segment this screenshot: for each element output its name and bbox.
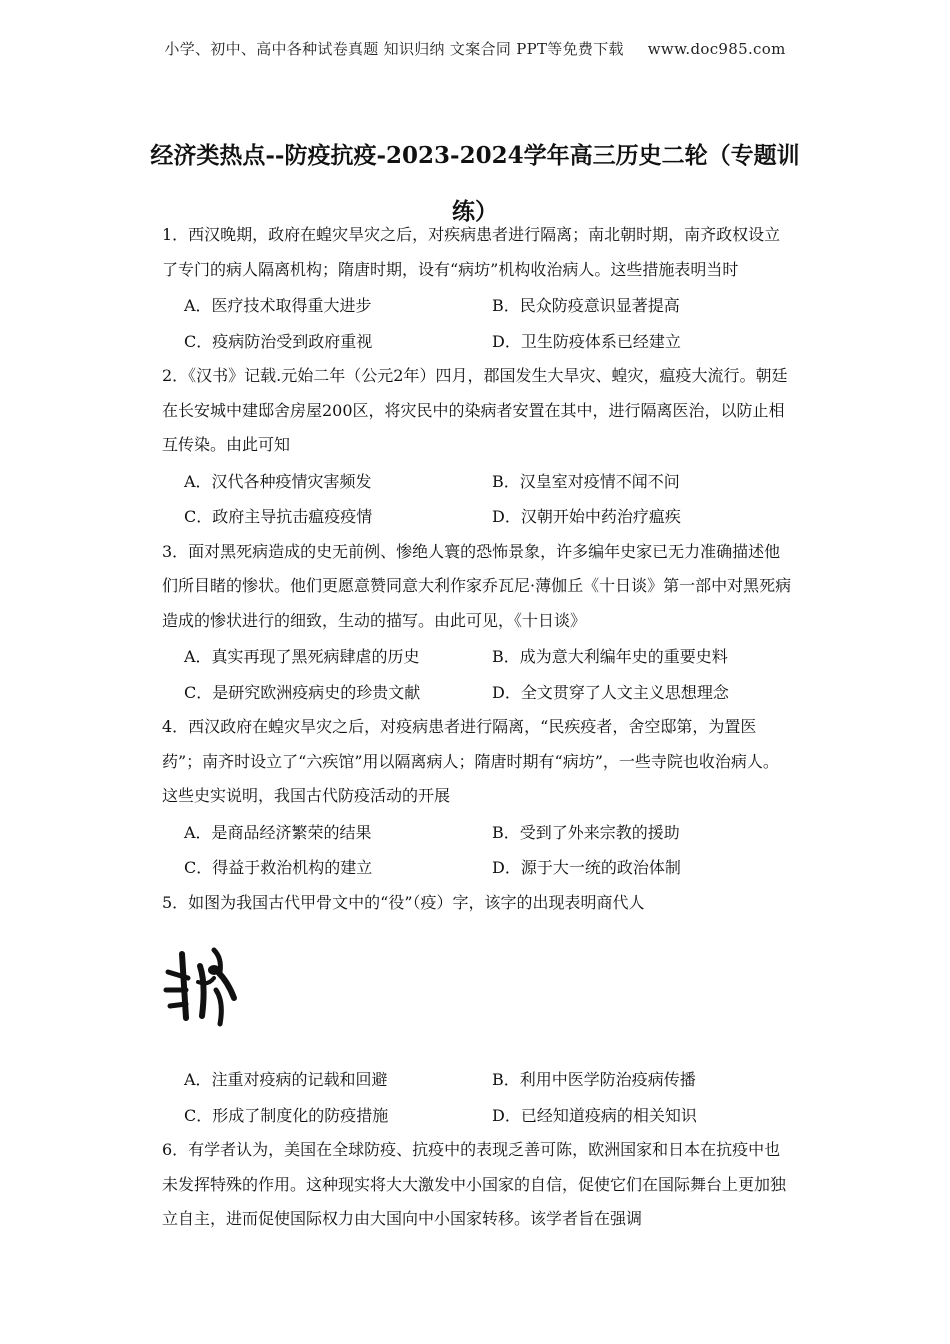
question-options [184,1062,792,1133]
option-c: C．疫病防治受到政府重视 [184,331,373,351]
option-c: C．是研究欧洲疫病史的珍贵文献 [184,682,421,702]
document-title: 经济类热点--防疫抗疫-2023-2024学年高三历史二轮（专题训练） [150,142,800,225]
option-b: B．民众防疫意识显著提高 [492,296,680,315]
header-text: 小学、初中、高中各种试卷真题 知识归纳 文案合同 PPT等免费下载 [164,40,624,58]
question-stem: 4．西汉政府在蝗灾旱灾之后，对疫病患者进行隔离，“民疾疫者，舍空邸第，为置医药”；南齐时设立了“六疾馆”用以隔离病人；隋唐时期有“病坊”，一些寺院也收治病人。这些史实说明，我国古代防疫活动的开展 [162,717,779,805]
header-site: www.doc985.com [647,40,786,58]
option-d: D．全文贯穿了人文主义思想理念 [492,682,729,702]
question-options [184,815,792,886]
option-d: D．汉朝开始中药治疗瘟疾 [492,507,681,526]
oracle-bone-character-image [162,932,792,1058]
question-stem: 6．有学者认为，美国在全球防疫、抗疫中的表现乏善可陈，欧洲国家和日本在抗疫中也未发挥特殊的作用。这种现实将大大激发中小国家的自信，促使它们在国际舞台上更加独立自主，进而促使国际权力由大国向中小国家转移。该学者旨在强调 [162,1140,787,1228]
question-stem: 3．面对黑死病造成的史无前例、惨绝人寰的恐怖景象，许多编年史家已无力准确描述他们所目睹的惨状。他们更愿意赞同意大利作家乔瓦尼·薄伽丘《十日谈》第一部中对黑死病造成的惨状进行的细致，生动的描写。由此可见，《十日谈》 [162,541,792,630]
option-c: C．政府主导抗击瘟疫疫情 [184,507,373,526]
question-options [184,464,792,535]
option-c: C．得益于救治机构的建立 [184,858,373,877]
option-d: D．源于大一统的政治体制 [492,858,681,877]
page-header [0,38,950,59]
option-d: D．卫生防疫体系已经建立 [492,331,681,351]
question-4 [162,710,792,886]
question-stem: 2．《汉书》记载.元始二年（公元2年）四月，郡国发生大旱灾、蝗灾，瘟疫大流行。朝廷在长安城中建邸舍房屋200区，将灾民中的染病者安置在其中，进行隔离医治，以防止相互传染。由此可知 [162,366,788,454]
option-b: B．利用中医学防治疫病传播 [492,1070,696,1089]
question-5 [162,886,792,1134]
option-a: A．真实再现了黑死病肆虐的历史 [184,647,420,666]
option-a: A．汉代各种疫情灾害频发 [184,471,372,491]
option-c: C．形成了制度化的防疫措施 [184,1105,389,1125]
option-b: B．成为意大利编年史的重要史料 [492,647,728,666]
question-2 [162,359,792,535]
question-options [184,639,792,710]
option-d: D．已经知道疫病的相关知识 [492,1105,697,1125]
question-options [184,288,792,359]
questions-list [162,218,792,1237]
option-a: A．是商品经济繁荣的结果 [184,822,372,842]
question-1 [162,218,792,359]
option-a: A．医疗技术取得重大进步 [184,296,372,315]
question-stem: 5．如图为我国古代甲骨文中的“役”（疫）字，该字的出现表明商代人 [162,892,645,912]
question-6 [162,1133,792,1237]
question-3 [162,535,792,711]
question-stem: 1．西汉晚期，政府在蝗灾旱灾之后，对疾病患者进行隔离；南北朝时期，南齐政权设立了专门的病人隔离机构；隋唐时期，设有“病坊”机构收治病人。这些措施表明当时 [162,225,781,279]
option-b: B．汉皇室对疫情不闻不问 [492,471,680,491]
oracle-bone-glyph [162,932,242,1042]
option-b: B．受到了外来宗教的援助 [492,822,680,842]
option-a: A．注重对疫病的记载和回避 [184,1070,388,1089]
